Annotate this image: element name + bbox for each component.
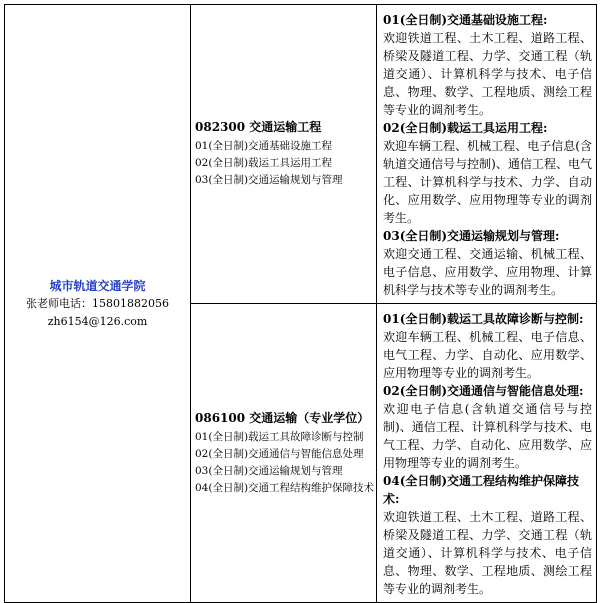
requirement-heading: 02(全日制)交通通信与智能信息处理: (383, 384, 584, 398)
requirement-heading: 01(全日制)交通基础设施工程: (383, 13, 548, 27)
college-name: 城市轨道交通学院 (49, 278, 146, 293)
direction-item: 02(全日制)交通通信与智能信息处理 (195, 447, 364, 460)
requirement-text: 欢迎交通工程、交通运输、机械工程、电子信息、应用数学、应用物理、计算机科学与技术等专业的调剂考生。 (383, 247, 592, 297)
requirement-heading: 03(全日制)交通运输规划与管理: (383, 229, 560, 243)
direction-item: 01(全日制)交通基础设施工程 (195, 140, 333, 152)
direction-item: 03(全日制)交通运输规划与管理 (195, 174, 343, 186)
direction-item: 04(全日制)交通工程结构维护保障技术 (195, 481, 375, 494)
major-code-title: 082300 交通运输工程 (195, 120, 322, 134)
contact-email: zh6154@126.com (47, 314, 148, 328)
requirement-text: 欢迎车辆工程、机械工程、电子信息、电气工程、力学、自动化、应用数学、应用物理等专业的调剂考生。 (383, 330, 592, 380)
major-cell (191, 304, 377, 603)
admission-table (4, 4, 597, 603)
requirements-cell (377, 304, 597, 603)
requirement-text: 欢迎铁道工程、土木工程、道路工程、桥梁及隧道工程、力学、交通工程（轨道交通）、计算机科学与技术、电子信息、物理、数学、工程地质、测绘工程等专业的调剂考生。 (383, 31, 592, 117)
requirement-heading: 02(全日制)载运工具运用工程: (383, 121, 548, 135)
requirement-heading: 01(全日制)载运工具故障诊断与控制: (383, 312, 584, 326)
direction-item: 01(全日制)载运工具故障诊断与控制 (195, 430, 364, 443)
requirement-heading: 04(全日制)交通工程结构维护保障技术: (383, 474, 580, 506)
contact-phone: 张老师电话：15801882056 (26, 296, 169, 310)
table-row (5, 5, 597, 304)
requirement-text: 欢迎车辆工程、机械工程、电子信息(含轨道交通信号与控制)、通信工程、电气工程、计算机科学与技术、力学、自动化、应用数学、应用物理等专业的调剂考生。 (383, 139, 592, 225)
major-code-title: 086100 交通运输（专业学位） (195, 410, 370, 425)
requirement-text: 欢迎铁道工程、土木工程、道路工程、桥梁及隧道工程、力学、交通工程（轨道交通）、计算机科学与技术、电子信息、物理、数学、工程地质、测绘工程等专业的调剂考生。 (383, 510, 592, 596)
direction-item: 02(全日制)载运工具运用工程 (195, 157, 333, 169)
requirements-cell (377, 5, 597, 304)
college-cell (5, 5, 191, 603)
major-cell (191, 5, 377, 304)
requirement-text: 欢迎电子信息(含轨道交通信号与控制)、通信工程、计算机科学与技术、电气工程、力学、自动化、应用数学、应用物理等专业的调剂考生。 (383, 402, 592, 470)
direction-item: 03(全日制)交通运输规划与管理 (195, 464, 343, 477)
